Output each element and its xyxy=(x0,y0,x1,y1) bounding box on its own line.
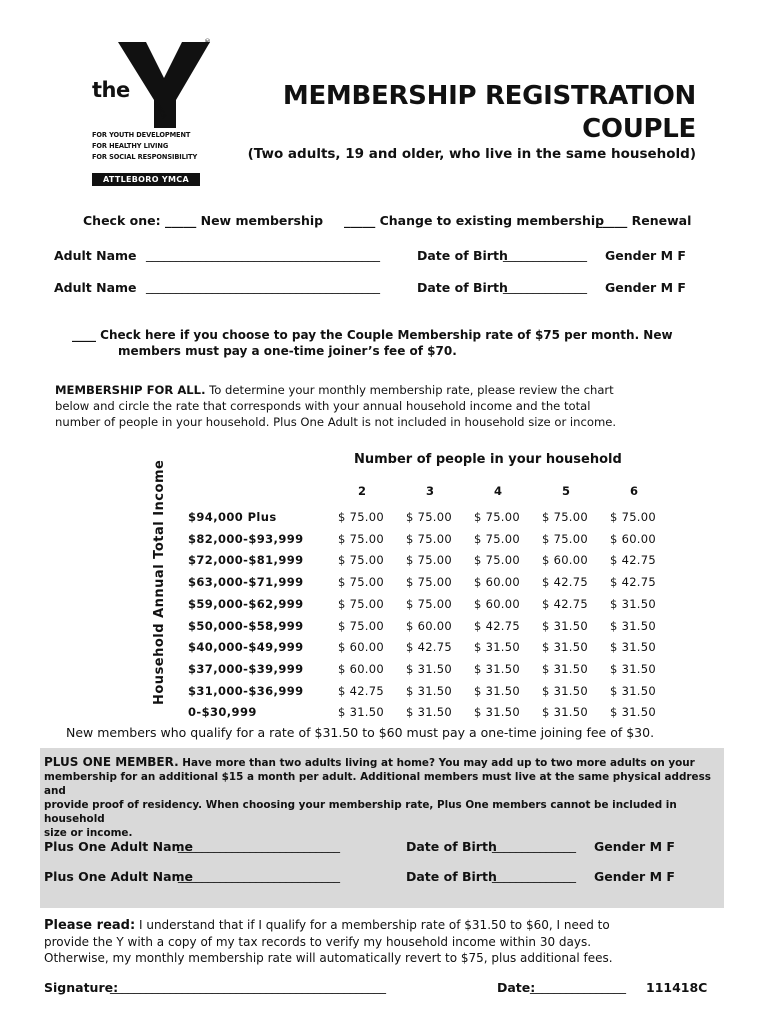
rate-cell[interactable]: $ 75.00 xyxy=(406,510,452,524)
column-header: 6 xyxy=(629,484,638,498)
rate-cell[interactable]: $ 75.00 xyxy=(406,575,452,589)
rate-cell[interactable]: $ 75.00 xyxy=(338,532,384,546)
income-row-label: $59,000-$62,999 xyxy=(188,597,304,611)
dob-label: Date of Birth xyxy=(417,280,508,295)
paragraph-text: I understand that if I qualify for a membership rate of $31.50 to $60, I need to xyxy=(135,918,610,932)
rate-cell[interactable]: $ 60.00 xyxy=(406,619,452,633)
option-change-membership[interactable]: _____ Change to existing membership xyxy=(344,213,605,228)
rate-cell[interactable]: $ 75.00 xyxy=(542,532,588,546)
logo-ymca-text: YMCA xyxy=(151,100,168,121)
dob-field[interactable]: ______________ xyxy=(492,869,576,883)
income-row-label: $40,000-$49,999 xyxy=(188,640,304,654)
paragraph-text: provide proof of residency. When choosing your membership rate, Plus One members cannot be included in household xyxy=(44,799,677,825)
income-row-label: $63,000-$71,999 xyxy=(188,575,304,589)
rate-cell[interactable]: $ 31.50 xyxy=(610,640,656,654)
branch-banner: ATTLEBORO YMCA xyxy=(92,173,200,186)
dob-field[interactable]: ______________ xyxy=(503,248,587,262)
table-column-title: Number of people in your household xyxy=(354,452,622,467)
tagline-line: FOR HEALTHY LIVING xyxy=(92,142,169,150)
table-row-title: Household Annual Total Income xyxy=(152,459,167,705)
rate-cell[interactable]: $ 31.50 xyxy=(542,684,588,698)
rate-cell[interactable]: $ 75.00 xyxy=(542,510,588,524)
footnote-text: New members who qualify for a rate of $31.50 to $60 must pay a one-time joining fee of $30. xyxy=(66,725,655,740)
paragraph-text: number of people in your household. Plus One Adult is not included in household size or income. xyxy=(55,415,617,429)
rate-cell[interactable]: $ 42.75 xyxy=(542,597,588,611)
couple-rate-checkbox[interactable]: ____ Check here if you choose to pay the Couple Membership rate of $75 per month. New xyxy=(72,328,673,342)
rate-cell[interactable]: $ 31.50 xyxy=(406,705,452,719)
rate-cell[interactable]: $ 31.50 xyxy=(610,705,656,719)
tagline-line: FOR YOUTH DEVELOPMENT xyxy=(92,131,191,139)
column-header: 4 xyxy=(493,484,502,498)
paragraph-text: Have more than two adults living at home? You may add up to two more adults on your xyxy=(178,757,695,769)
table-footnote xyxy=(66,725,654,740)
income-row-label: $82,000-$93,999 xyxy=(188,532,304,546)
gender-options[interactable]: Gender M F xyxy=(605,248,686,263)
adult-name-label: Adult Name xyxy=(54,248,137,263)
adult-name-field[interactable]: _______________________________________ xyxy=(146,248,380,262)
paragraph-text: To determine your monthly membership rate, please review the chart xyxy=(205,383,614,397)
rate-cell[interactable]: $ 31.50 xyxy=(610,684,656,698)
income-row-label: $50,000-$58,999 xyxy=(188,619,304,633)
rate-cell[interactable]: $ 42.75 xyxy=(338,684,384,698)
rate-cell[interactable]: $ 75.00 xyxy=(406,532,452,546)
please-read-heading: Please read: xyxy=(44,918,136,933)
rate-cell[interactable]: $ 60.00 xyxy=(474,575,520,589)
income-row-label: $37,000-$39,999 xyxy=(188,662,304,676)
rate-cell[interactable]: $ 75.00 xyxy=(474,553,520,567)
rate-cell[interactable]: $ 42.75 xyxy=(406,640,452,654)
rate-cell[interactable]: $ 75.00 xyxy=(406,597,452,611)
ymca-logo xyxy=(90,38,210,188)
rate-cell[interactable]: $ 31.50 xyxy=(542,619,588,633)
please-read-note xyxy=(44,917,724,966)
dob-field[interactable]: ______________ xyxy=(503,280,587,294)
rate-cell[interactable]: $ 31.50 xyxy=(474,684,520,698)
income-row-label: $72,000-$81,999 xyxy=(188,553,304,567)
option-renewal[interactable]: _____ Renewal xyxy=(596,213,692,228)
check-one-label: Check one: xyxy=(83,213,161,228)
rate-cell[interactable]: $ 60.00 xyxy=(610,532,656,546)
rate-cell[interactable]: $ 31.50 xyxy=(542,705,588,719)
paragraph-text: membership for an additional $15 a month per adult. Additional members must live at the same physical address and xyxy=(44,771,711,797)
rate-cell[interactable]: $ 31.50 xyxy=(474,662,520,676)
gender-options[interactable]: Gender M F xyxy=(594,839,675,854)
rate-cell[interactable]: $ 31.50 xyxy=(406,684,452,698)
date-field[interactable]: ________________ xyxy=(530,980,626,994)
rate-cell[interactable]: $ 42.75 xyxy=(542,575,588,589)
rate-cell[interactable]: $ 75.00 xyxy=(406,553,452,567)
form-subtitle: (Two adults, 19 and older, who live in the same household) xyxy=(247,146,696,162)
column-header: 3 xyxy=(425,484,434,498)
rate-cell[interactable]: $ 31.50 xyxy=(474,705,520,719)
title-line-1: MEMBERSHIP REGISTRATION xyxy=(282,81,696,111)
membership-for-all xyxy=(55,382,695,430)
rate-cell[interactable]: $ 31.50 xyxy=(610,597,656,611)
title-line-2: COUPLE xyxy=(582,114,696,144)
rate-cell[interactable]: $ 31.50 xyxy=(338,705,384,719)
rate-cell[interactable]: $ 31.50 xyxy=(542,662,588,676)
paragraph-text: size or income. xyxy=(44,827,133,839)
plus-one-name-field[interactable]: ___________________________ xyxy=(178,839,340,853)
couple-rate-note: members must pay a one-time joiner’s fee of $70. xyxy=(118,344,457,358)
rate-cell[interactable]: $ 42.75 xyxy=(610,553,656,567)
plus-one-name-field[interactable]: ___________________________ xyxy=(178,869,340,883)
rate-cell[interactable]: $ 75.00 xyxy=(474,510,520,524)
registered-mark: ® xyxy=(204,38,211,46)
plus-one-heading: PLUS ONE MEMBER. xyxy=(44,755,179,769)
signature-field[interactable]: ______________________________________________ xyxy=(110,980,386,994)
rate-cell[interactable]: $ 31.50 xyxy=(474,640,520,654)
paragraph-text: Otherwise, my monthly membership rate will automatically revert to $75, plus additional fees. xyxy=(44,951,613,965)
gender-options[interactable]: Gender M F xyxy=(605,280,686,295)
dob-label: Date of Birth xyxy=(406,839,497,854)
logo-the-text: the xyxy=(92,78,130,102)
rate-cell[interactable]: $ 42.75 xyxy=(610,575,656,589)
rate-cell[interactable]: $ 31.50 xyxy=(542,640,588,654)
rate-cell[interactable]: $ 31.50 xyxy=(406,662,452,676)
plus-one-name-label: Plus One Adult Name xyxy=(44,839,194,854)
rate-cell[interactable]: $ 75.00 xyxy=(338,597,384,611)
adult-name-field[interactable]: _______________________________________ xyxy=(146,280,380,294)
rate-cell[interactable]: $ 75.00 xyxy=(338,619,384,633)
logo-tagline xyxy=(92,130,197,163)
form-code: 111418C xyxy=(646,980,708,995)
dob-field[interactable]: ______________ xyxy=(492,839,576,853)
section-heading: MEMBERSHIP FOR ALL. xyxy=(55,383,206,397)
rate-cell[interactable]: $ 75.00 xyxy=(338,553,384,567)
column-header: 5 xyxy=(561,484,570,498)
tagline-line: FOR SOCIAL RESPONSIBILITY xyxy=(92,153,198,161)
form-title xyxy=(283,80,696,146)
rate-cell[interactable]: $ 60.00 xyxy=(338,662,384,676)
gender-options[interactable]: Gender M F xyxy=(594,869,675,884)
rate-cell[interactable]: $ 42.75 xyxy=(474,619,520,633)
plus-one-description xyxy=(44,755,720,840)
option-new-membership[interactable]: _____ New membership xyxy=(165,213,324,228)
rate-cell[interactable]: $ 60.00 xyxy=(542,553,588,567)
rate-cell[interactable]: $ 75.00 xyxy=(338,510,384,524)
plus-one-name-label: Plus One Adult Name xyxy=(44,869,194,884)
column-header: 2 xyxy=(357,484,366,498)
dob-label: Date of Birth xyxy=(406,869,497,884)
income-row-label: 0-$30,999 xyxy=(188,705,257,719)
paragraph-text: below and circle the rate that corresponds with your annual household income and the total xyxy=(55,399,591,413)
date-label: Date: xyxy=(497,980,536,995)
rate-cell[interactable]: $ 60.00 xyxy=(338,640,384,654)
rate-cell[interactable]: $ 75.00 xyxy=(474,532,520,546)
rate-cell[interactable]: $ 60.00 xyxy=(474,597,520,611)
adult-name-label: Adult Name xyxy=(54,280,137,295)
rate-cell[interactable]: $ 31.50 xyxy=(610,662,656,676)
dob-label: Date of Birth xyxy=(417,248,508,263)
signature-label: Signature: xyxy=(44,980,119,995)
rate-cell[interactable]: $ 31.50 xyxy=(610,619,656,633)
income-row-label: $31,000-$36,999 xyxy=(188,684,304,698)
paragraph-text: provide the Y with a copy of my tax records to verify my household income within 30 days. xyxy=(44,935,592,949)
rate-cell[interactable]: $ 75.00 xyxy=(610,510,656,524)
income-row-label: $94,000 Plus xyxy=(188,510,277,524)
rate-cell[interactable]: $ 75.00 xyxy=(338,575,384,589)
